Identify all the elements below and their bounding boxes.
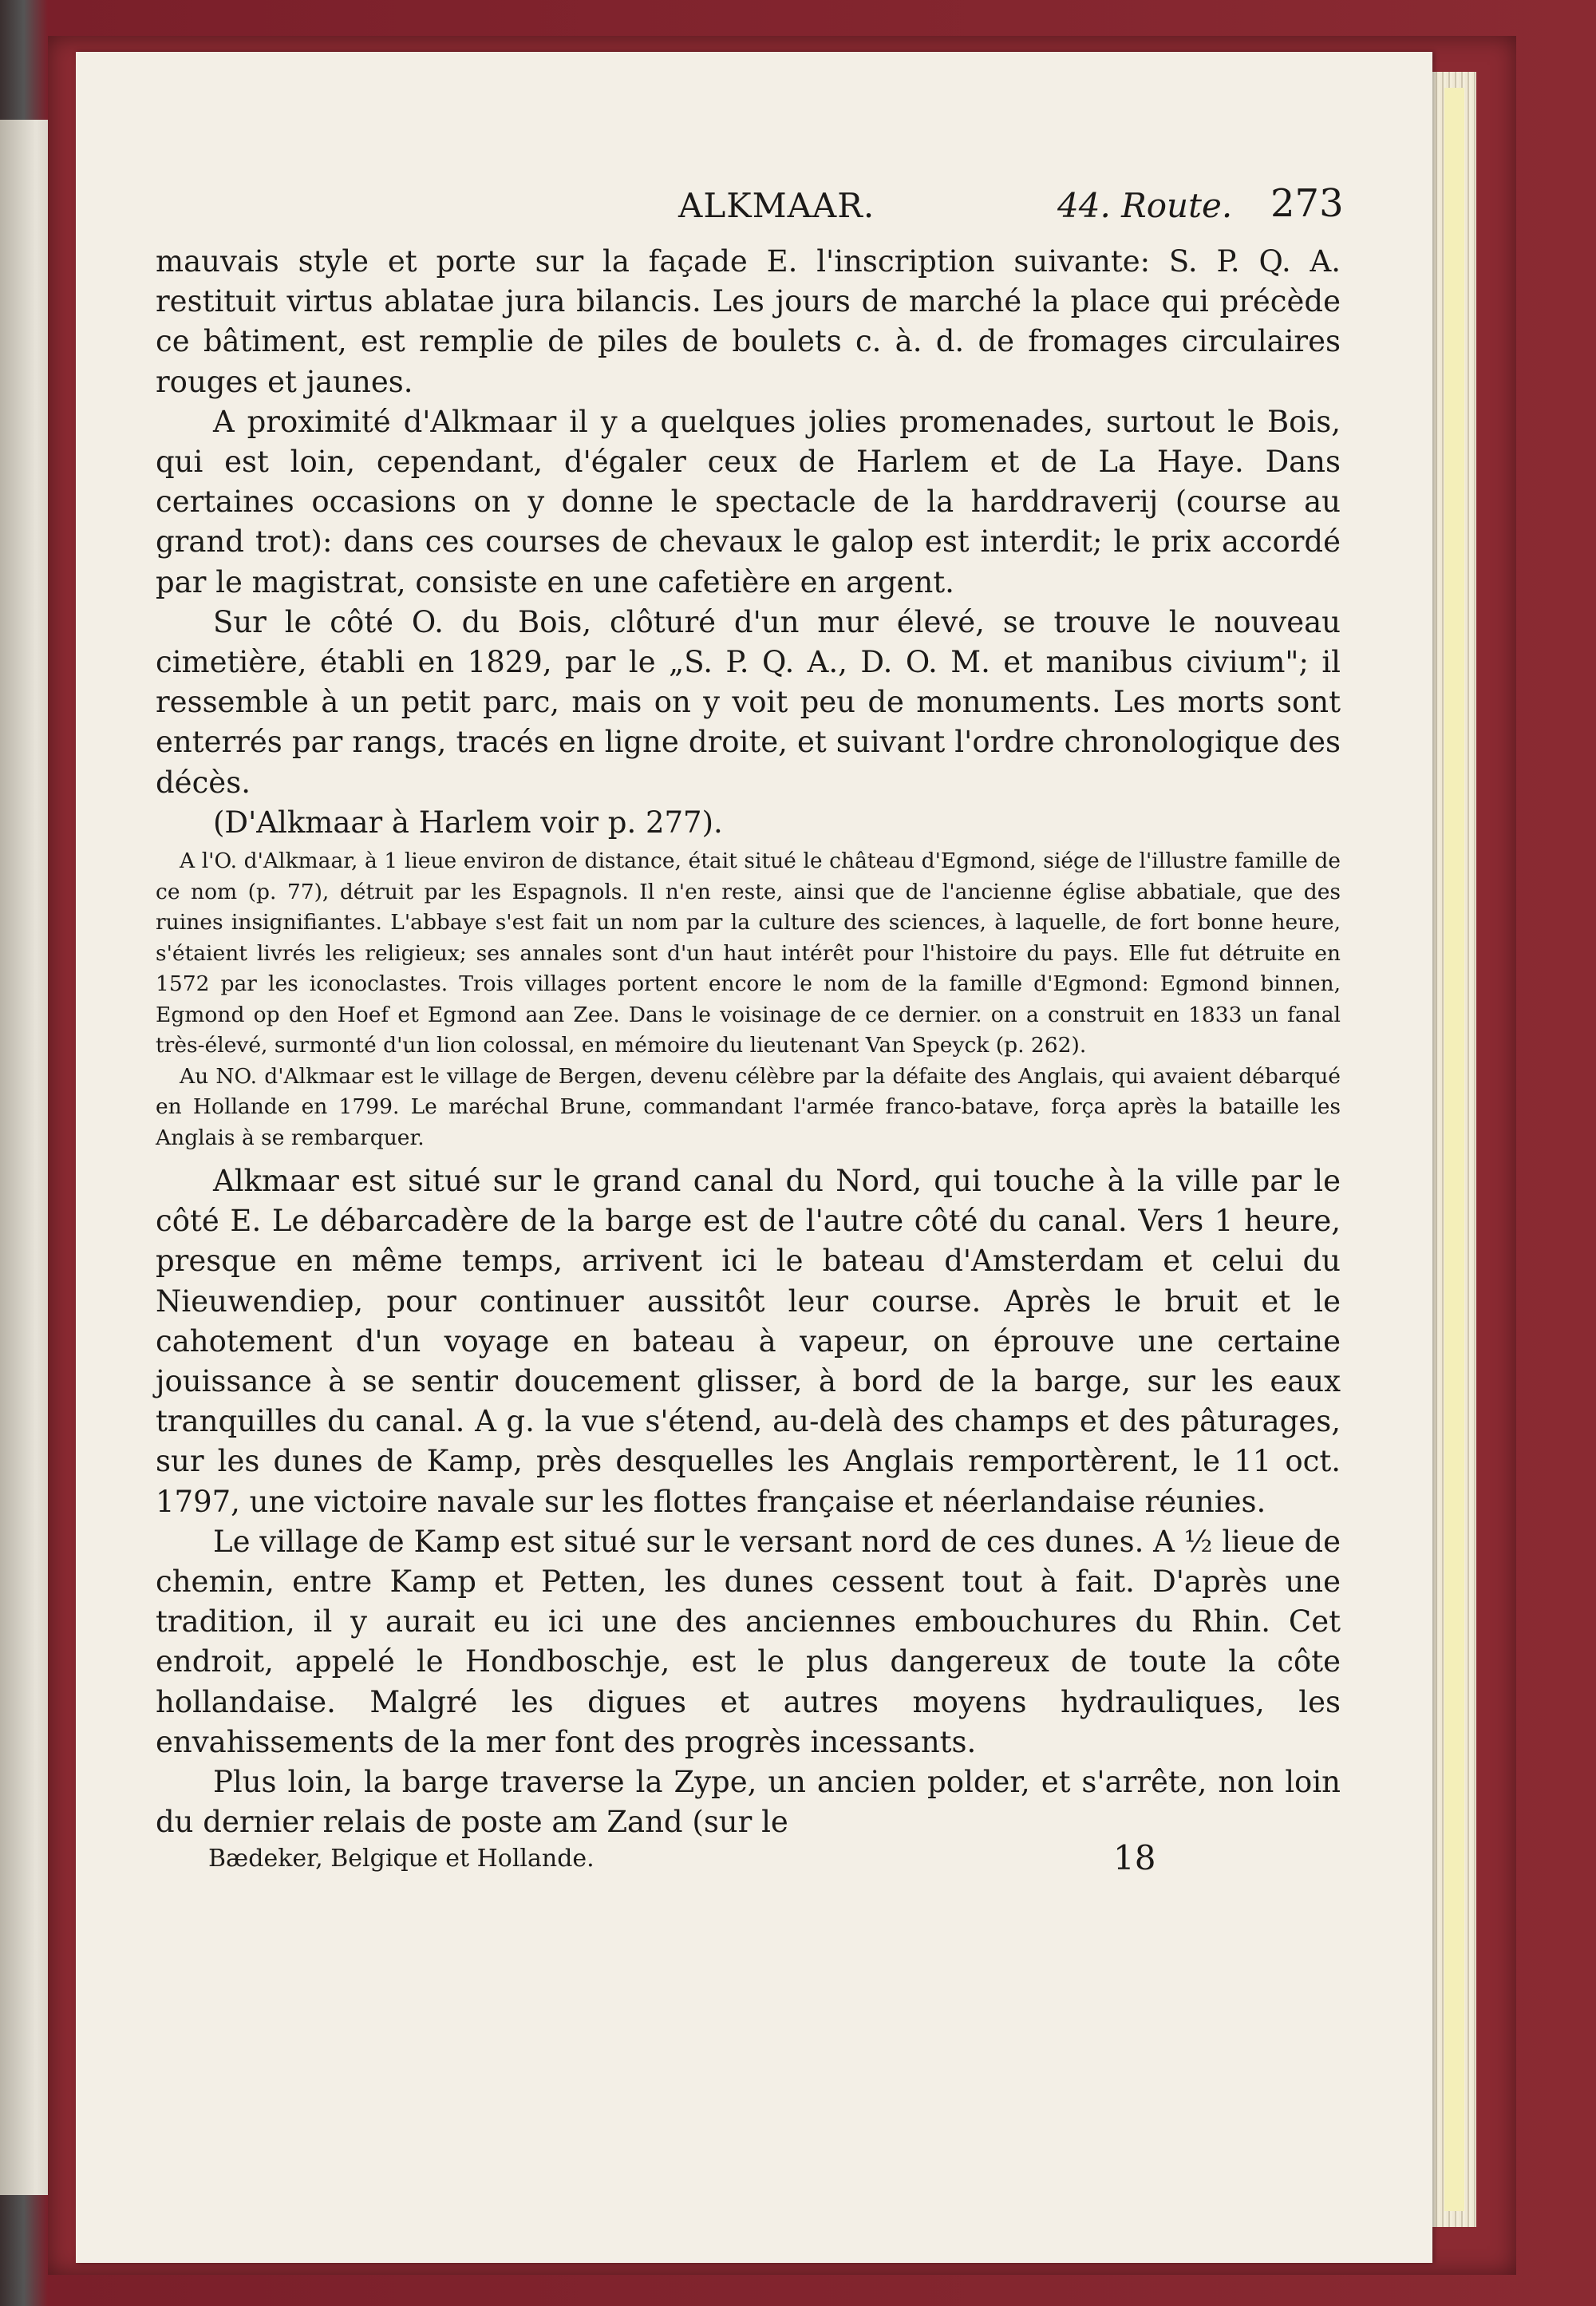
- page-footer: [156, 1837, 1341, 1888]
- book-page: [76, 52, 1432, 2263]
- paragraph: A proximité d'Alkmaar il y a quelques jolies promenades, surtout le Bois, qui est loin, cependant, d'égaler ceux de Harlem et de La Haye. Dans certaines occasions on y donne le spectacle de la harddraverij (course au grand trot): dans ces courses de chevaux le galop est interdit; le prix accordé par le magistrat, consiste en une cafetière en argent.: [156, 404, 1341, 599]
- paragraph: Plus loin, la barge traverse la Zype, un ancien polder, et s'arrête, non loin du dernier relais de poste am Zand (sur le: [156, 1765, 1341, 1840]
- page-content: [156, 178, 1344, 1888]
- running-header: [156, 178, 1344, 242]
- note-paragraph: Au NO. d'Alkmaar est le village de Bergen, devenu célèbre par la défaite des Anglais, qui avaient débarqué en Hollande en 1799. Le maréchal Brune, commandant l'armée franco-batave, força après la bataille les Anglais à se rembarquer.: [156, 1063, 1341, 1150]
- paragraph: Sur le côté O. du Bois, clôturé d'un mur élevé, se trouve le nouveau cimetière, établi en 1829, par le „S. P. Q. A., D. O. M. et manibus civium"; il ressemble à un petit parc, mais on y voit peu de monuments. Les morts sont enterrés par rangs, tracés en ligne droite, et suivant l'ordre chronologique des décès.: [156, 604, 1341, 800]
- note-paragraph: A l'O. d'Alkmaar, à 1 lieue environ de distance, était situé le château d'Egmond, siége de l'illustre famille de ce nom (p. 77), détruit par les Espagnols. Il n'en reste, ainsi que de l'ancienne église abbatiale, que des ruines insignifiantes. L'abbaye s'est fait un nom par la culture des sciences, à laquelle, de fort bonne heure, s'étaient livrés les religieux; ses annales sont d'un haut intérêt pour l'histoire du pays. Elle fut détruite en 1572 par les iconoclastes. Trois villages portent encore le nom de la famille d'Egmond: Egmond binnen, Egmond op den Hoef et Egmond aan Zee. Dans le voisinage de ce dernier. on a construit en 1833 un fanal très-élevé, surmonté d'un lion colossal, en mémoire du lieutenant Van Speyck (p. 262).: [156, 848, 1341, 1058]
- paragraph: (D'Alkmaar à Harlem voir p. 277).: [213, 805, 723, 840]
- paragraph: mauvais style et porte sur la façade E. l'inscription suivante: S. P. Q. A. restituit virtus ablatae jura bilancis. Les jours de marché la place qui précède ce bâtiment, est remplie de piles de boulets c. à. d. de fromages circulaires rouges et jaunes.: [156, 244, 1341, 399]
- signature-mark: 18: [1113, 1837, 1156, 1877]
- book-title-footer: Bædeker, Belgique et Hollande.: [208, 1844, 595, 1873]
- paragraph: Alkmaar est situé sur le grand canal du Nord, qui touche à la ville par le côté E. Le débarcadère de la barge est de l'autre côté du canal. Vers 1 heure, presque en même temps, arrivent ici le bateau d'Amsterdam et celui du Nieuwendiep, pour continuer aussitôt leur course. Après le bruit et le cahotement d'un voyage en bateau à vapeur, on éprouve une certaine jouissance à se sentir doucement glisser, à bord de la barge, sur les eaux tranquilles du canal. A g. la vue s'étend, au-delà des champs et des pâturages, sur les dunes de Kamp, près desquelles les Anglais remportèrent, le 11 oct. 1797, une victoire navale sur les flottes française et néerlandaise réunies.: [156, 1164, 1341, 1519]
- running-title: ALKMAAR.: [678, 186, 875, 225]
- route-label: 44. Route.: [1057, 186, 1233, 225]
- paragraph: Le village de Kamp est situé sur le versant nord de ces dunes. A ½ lieue de chemin, entre Kamp et Petten, les dunes cessent tout à fait. D'après une tradition, il y aurait eu ici une des anciennes embouchures du Rhin. Cet endroit, appelé le Hondboschje, est le plus dangereux de toute la côte hollandaise. Malgré les digues et autres moyens hydrauliques, les envahissements de la mer font des progrès incessants.: [156, 1524, 1341, 1759]
- page-number: 273: [1270, 181, 1344, 226]
- page-block-edge-highlight: [1444, 88, 1464, 2211]
